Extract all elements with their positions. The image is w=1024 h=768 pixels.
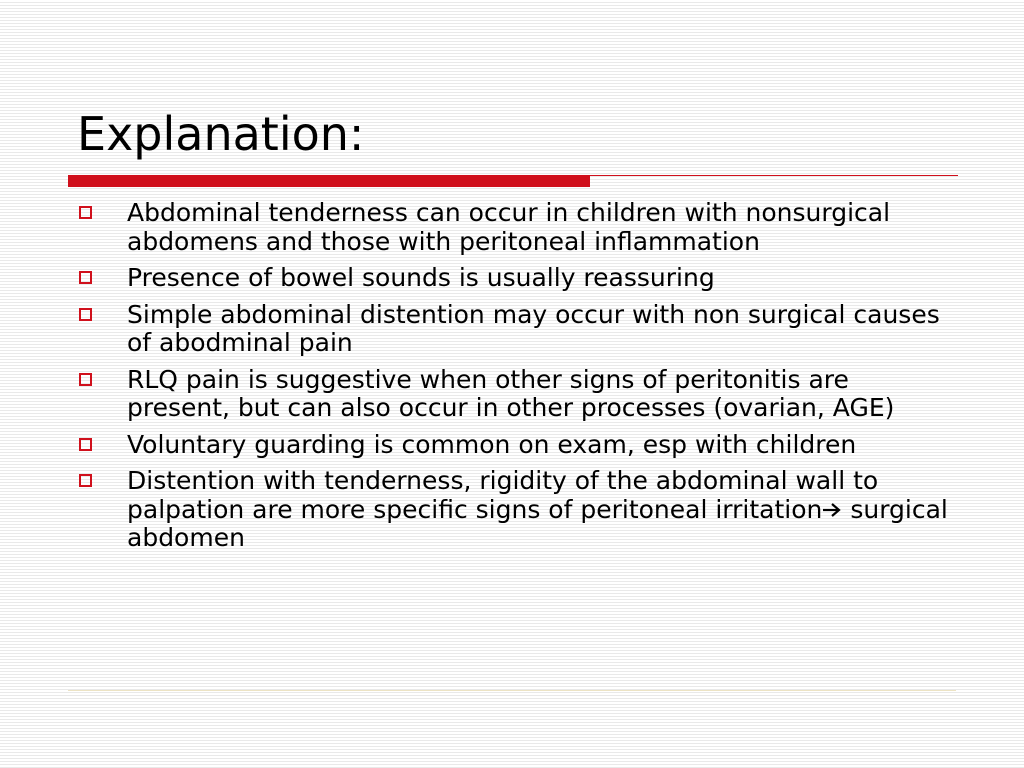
bullet-text: RLQ pain is suggestive when other signs of peritonitis are present, but can also occur in other processes (ovarian, AGE) xyxy=(127,364,895,422)
bullet-text-after: surgical abdomen xyxy=(127,494,948,552)
hollow-square-icon xyxy=(79,438,92,451)
bullet-text: Abdominal tenderness can occur in children with nonsurgical abdomens and those with peritoneal inflammation xyxy=(127,198,891,256)
bullet-item xyxy=(77,366,957,423)
slide-title: Explanation: xyxy=(77,107,365,161)
bullet-item xyxy=(77,467,957,553)
hollow-square-icon xyxy=(79,474,92,487)
bullet-text xyxy=(127,466,948,552)
hollow-square-icon xyxy=(79,271,92,284)
bullet-item xyxy=(77,199,957,256)
right-arrow-icon xyxy=(822,502,842,518)
hollow-square-icon xyxy=(79,373,92,386)
bullet-text: Presence of bowel sounds is usually reassuring xyxy=(127,263,715,292)
bullet-text: Simple abdominal distention may occur with non surgical causes of abodminal pain xyxy=(127,299,940,357)
bullet-item xyxy=(77,431,957,460)
footer-rule xyxy=(68,690,956,691)
hollow-square-icon xyxy=(79,308,92,321)
bullet-text-before: Distention with tenderness, rigidity of the abdominal wall to palpation are more specific signs of peritoneal irritation xyxy=(127,466,879,524)
title-accent-line xyxy=(590,175,958,176)
hollow-square-icon xyxy=(79,206,92,219)
bullet-list xyxy=(77,199,957,561)
bullet-item xyxy=(77,264,957,293)
bullet-item xyxy=(77,301,957,358)
title-accent-bar xyxy=(68,175,590,187)
bullet-text: Voluntary guarding is common on exam, esp with children xyxy=(127,429,857,459)
